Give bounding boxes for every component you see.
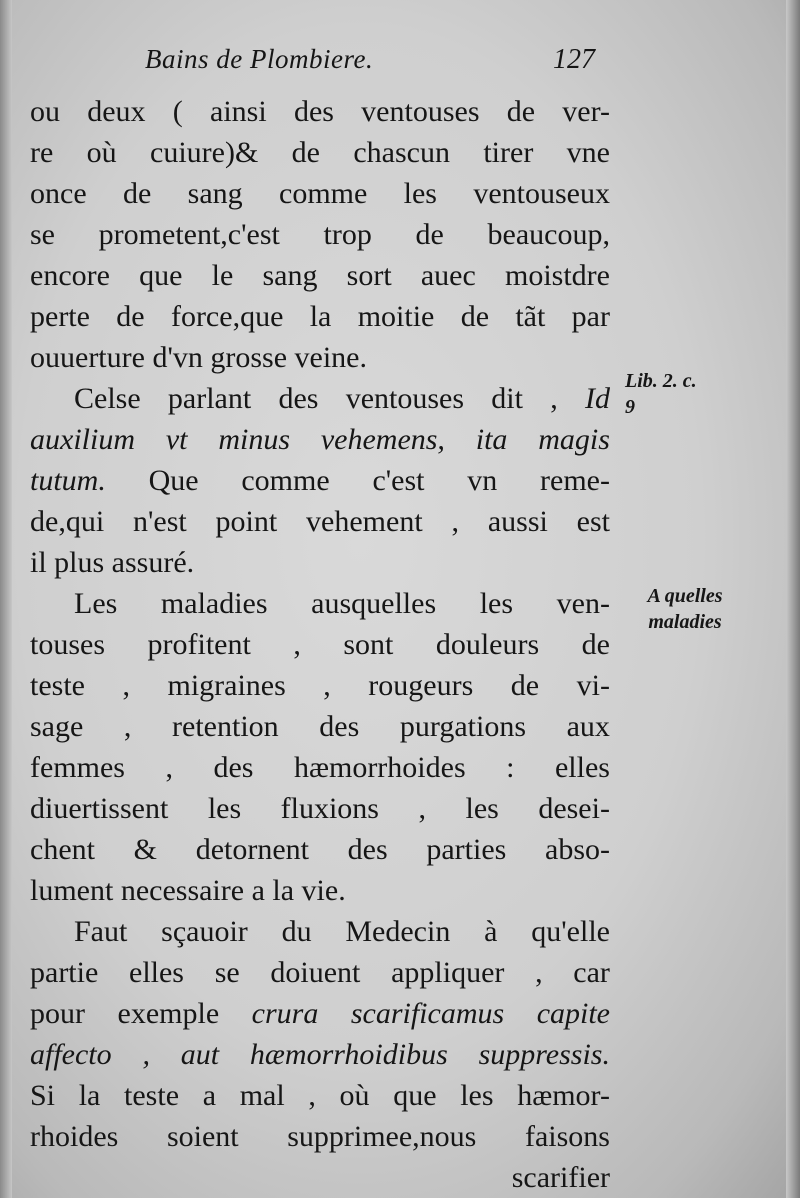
word: , xyxy=(451,505,459,538)
word: vi- xyxy=(576,669,610,702)
page-right-edge xyxy=(786,0,800,1198)
word: magis xyxy=(538,423,610,456)
word: chascun xyxy=(353,136,450,169)
word: encore xyxy=(30,259,110,292)
word: , xyxy=(550,382,558,415)
line-text: ouuerture d'vn grosse veine. xyxy=(30,341,367,374)
word: , xyxy=(323,669,331,702)
word: touses xyxy=(30,628,105,661)
word: cuiure)& xyxy=(150,136,259,169)
word: fluxions xyxy=(280,792,379,825)
word: où xyxy=(339,1079,370,1112)
word: femmes xyxy=(30,751,125,784)
word: prometent,c'est xyxy=(98,218,280,251)
word: par xyxy=(571,300,610,333)
word: se xyxy=(30,218,55,251)
text-line xyxy=(30,297,610,338)
text-line xyxy=(30,625,610,666)
word: sage xyxy=(30,710,84,743)
word: des xyxy=(347,833,388,866)
word: , xyxy=(142,1038,150,1071)
word: de xyxy=(460,300,490,333)
text-line xyxy=(30,543,610,584)
word: affecto xyxy=(30,1038,112,1071)
word: : xyxy=(506,751,515,784)
word: hæmorrhoides xyxy=(293,751,466,784)
word: crura xyxy=(251,997,319,1030)
word: ainsi xyxy=(210,95,267,128)
word: la xyxy=(78,1079,101,1112)
word: vehement xyxy=(306,505,423,538)
word: des xyxy=(278,382,319,415)
word: dit xyxy=(491,382,523,415)
text-line xyxy=(30,1117,610,1158)
word: , xyxy=(535,956,543,989)
word: se xyxy=(214,956,240,989)
word: , xyxy=(122,669,130,702)
word: est xyxy=(576,505,610,538)
line-text: il plus assuré. xyxy=(30,546,195,579)
word: des xyxy=(319,710,360,743)
word: maladies xyxy=(160,587,268,620)
text-line xyxy=(30,584,610,625)
word: comme xyxy=(279,177,368,210)
word: desei- xyxy=(538,792,610,825)
word: mal xyxy=(239,1079,285,1112)
word: minus xyxy=(218,423,290,456)
word: comme xyxy=(241,464,330,497)
word: sort xyxy=(346,259,392,292)
word: beaucoup, xyxy=(487,218,610,251)
text-line xyxy=(30,215,610,256)
word: vn xyxy=(467,464,498,497)
word: a xyxy=(202,1079,217,1112)
word: teste xyxy=(30,669,85,702)
text-line xyxy=(30,338,610,379)
word: reme- xyxy=(540,464,610,497)
text-line xyxy=(30,92,610,133)
text-line xyxy=(30,830,610,871)
text-line xyxy=(30,1035,610,1076)
word: hæmorrhoidibus xyxy=(249,1038,448,1071)
word: point xyxy=(215,505,278,538)
word: les xyxy=(460,1079,494,1112)
word: exemple xyxy=(117,997,220,1030)
word: parlant xyxy=(167,382,252,415)
word: ven- xyxy=(556,587,610,620)
word: ventouses xyxy=(361,95,480,128)
word: n'est xyxy=(132,505,187,538)
word: la xyxy=(309,300,332,333)
word: soient xyxy=(166,1120,239,1153)
margin-note-text: Lib. 2. c. 9 xyxy=(625,370,697,418)
margin-note-reference xyxy=(625,368,697,420)
text-line xyxy=(30,379,610,420)
word: appliquer xyxy=(391,956,505,989)
line-text: lument necessaire a la vie. xyxy=(30,874,346,907)
word: moistdre xyxy=(505,259,610,292)
word: les xyxy=(479,587,514,620)
word: auec xyxy=(420,259,476,292)
word: à xyxy=(484,915,498,948)
word: suppressis. xyxy=(478,1038,610,1071)
text-line xyxy=(30,133,610,174)
text-line xyxy=(30,174,610,215)
word: les xyxy=(403,177,437,210)
word: sang xyxy=(187,177,243,210)
word: hæmor- xyxy=(517,1079,610,1112)
word: ( xyxy=(172,95,183,128)
word: abso- xyxy=(545,833,610,866)
word: teste xyxy=(124,1079,180,1112)
text-line xyxy=(30,707,610,748)
word: capite xyxy=(536,997,610,1030)
text-line xyxy=(30,912,610,953)
word: des xyxy=(213,751,254,784)
text-line xyxy=(30,953,610,994)
word: re xyxy=(30,136,54,169)
word: Celse xyxy=(74,382,141,415)
word: auxilium xyxy=(30,423,135,456)
page-header xyxy=(145,40,615,84)
word: tãt xyxy=(515,300,546,333)
word: elles xyxy=(554,751,610,784)
word: & xyxy=(133,833,157,866)
word: Faut xyxy=(74,915,128,948)
word: diuertissent xyxy=(30,792,169,825)
running-title: Bains de Plombiere. xyxy=(145,44,374,74)
word: purgations xyxy=(399,710,526,743)
word: de xyxy=(506,95,536,128)
text-line xyxy=(30,748,610,789)
text-line xyxy=(30,871,610,912)
text-line xyxy=(30,461,610,502)
text-line xyxy=(30,789,610,830)
word: scarificamus xyxy=(350,997,505,1030)
word: detornent xyxy=(195,833,309,866)
page-gutter-edge xyxy=(0,0,12,1198)
word: trop xyxy=(323,218,372,251)
word: que xyxy=(139,259,183,292)
word: ventouses xyxy=(345,382,465,415)
word: aussi xyxy=(487,505,548,538)
word: vt xyxy=(165,423,188,456)
text-line xyxy=(30,502,610,543)
word: tirer xyxy=(483,136,534,169)
word: once xyxy=(30,177,87,210)
word: ver- xyxy=(562,95,610,128)
word: vehemens, xyxy=(320,423,445,456)
word: rhoides xyxy=(30,1120,119,1153)
word: ausquelles xyxy=(311,587,437,620)
word: pour xyxy=(30,997,85,1030)
word: sçauoir xyxy=(161,915,248,948)
word: migraines xyxy=(167,669,286,702)
word: sang xyxy=(262,259,318,292)
word: profitent xyxy=(147,628,251,661)
word: Que xyxy=(148,464,199,497)
word: ita xyxy=(475,423,508,456)
word: Medecin xyxy=(345,915,451,948)
word: Si xyxy=(30,1079,56,1112)
word: Id xyxy=(584,382,610,415)
word: doiuent xyxy=(270,956,361,989)
word: force,que xyxy=(170,300,284,333)
text-line xyxy=(30,420,610,461)
word: où xyxy=(86,136,117,169)
word: moitie xyxy=(357,300,435,333)
word: retention xyxy=(172,710,279,743)
word: chent xyxy=(30,833,95,866)
word: que xyxy=(393,1079,437,1112)
word: rougeurs xyxy=(368,669,474,702)
word: de,qui xyxy=(30,505,105,538)
word: , xyxy=(293,628,301,661)
word: des xyxy=(293,95,334,128)
text-line xyxy=(30,1158,610,1198)
word: partie xyxy=(30,956,99,989)
page-number: 127 xyxy=(553,44,595,75)
text-line xyxy=(30,666,610,707)
word: , xyxy=(418,792,426,825)
word: de xyxy=(510,669,540,702)
word: , xyxy=(165,751,173,784)
word: parties xyxy=(426,833,507,866)
word: ou xyxy=(30,95,60,128)
word: de xyxy=(122,177,152,210)
word: ventouseux xyxy=(473,177,610,210)
word: faisons xyxy=(524,1120,610,1153)
word: c'est xyxy=(372,464,425,497)
word: aut xyxy=(180,1038,220,1071)
word: supprimee,nous xyxy=(287,1120,477,1153)
word: , xyxy=(308,1079,316,1112)
word: de xyxy=(291,136,320,169)
margin-note-text: A quelles maladies xyxy=(647,585,723,633)
word: qu'elle xyxy=(531,915,610,948)
word: de xyxy=(581,628,610,661)
line-text: scarifier xyxy=(511,1161,610,1194)
text-line xyxy=(30,994,610,1035)
word: douleurs xyxy=(435,628,540,661)
text-line xyxy=(30,256,610,297)
margin-note-topic xyxy=(622,583,748,635)
body-text xyxy=(30,92,610,1198)
word: de xyxy=(116,300,145,333)
word: sont xyxy=(343,628,394,661)
word: du xyxy=(281,915,312,948)
word: , xyxy=(123,710,132,743)
word: vne xyxy=(566,136,610,169)
word: deux xyxy=(87,95,146,128)
word: tutum. xyxy=(30,464,106,497)
word: car xyxy=(573,956,610,989)
word: le xyxy=(211,259,234,292)
word: les xyxy=(465,792,499,825)
word: de xyxy=(415,218,444,251)
word: elles xyxy=(129,956,184,989)
word: perte xyxy=(30,300,90,333)
word: les xyxy=(207,792,242,825)
word: aux xyxy=(566,710,610,743)
text-line xyxy=(30,1076,610,1117)
word: Les xyxy=(74,587,118,620)
